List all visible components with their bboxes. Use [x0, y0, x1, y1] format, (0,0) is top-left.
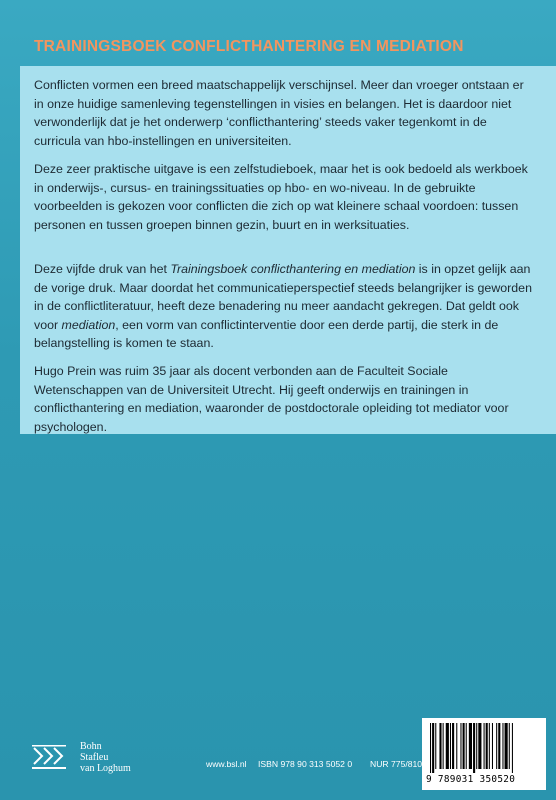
barcode-bar [476, 723, 477, 769]
website-url: www.bsl.nl [206, 759, 247, 769]
barcode-bar [473, 723, 475, 773]
barcode-bar [439, 723, 441, 769]
publisher-line-1: Bohn [80, 741, 102, 752]
barcode-bar [498, 723, 500, 769]
edition-mediation-term: mediation [61, 317, 116, 332]
barcode-bar [502, 723, 503, 769]
nur-code: NUR 775/810 [370, 759, 423, 769]
publisher-line-2: Stafleu [80, 752, 109, 763]
barcode-bar [489, 723, 490, 769]
barcode-bar [484, 723, 485, 769]
paragraph-description: Deze zeer praktische uitgave is een zelfstudieboek, maar het is ook bedoeld als werkboek in onderwijs-, cursus- en trainingssituaties op hbo- en wo-niveau. In de gebruikte voorbeelden is gekozen voor conflicten die zich op wat kleinere schaal voordoen: tussen personen en tussen groepen binnen gezin, buurt en in werksituaties. [34, 162, 528, 232]
publisher-logo-icon [30, 742, 72, 772]
publisher-line-3: van Loghum [80, 763, 131, 774]
barcode-bar [446, 723, 449, 769]
paragraph-edition [34, 260, 536, 353]
edition-book-title: Trainingsboek conflicthantering en mediation [170, 262, 416, 276]
edition-text-b: is in opzet gelijk aan de vorige druk. Maar doordat het communicatieperspectief steeds belangrijker is geworden in de conflictliteratuur, heeft deze benadering nu meer aandacht gekregen. Dat geldt ook voor [34, 262, 532, 332]
barcode-bar [466, 723, 467, 769]
barcode-bar [460, 723, 461, 769]
barcode-bar [463, 723, 465, 769]
barcode-bar [478, 723, 481, 769]
paragraph-intro: Conflicten vormen een breed maatschappelijk verschijnsel. Meer dan vroeger ontstaan er in onze huidige samenleving tegenstellingen in visies en belangen. Het is daardoor niet verwonderlijk dat je het onderwerp ‘conflicthantering’ steeds vaker tegenkomt in de curricula van hbo-instellingen en universiteiten. [34, 78, 524, 148]
barcode-bar [443, 723, 444, 769]
barcode-bar [469, 723, 472, 769]
barcode-bar [505, 723, 508, 769]
publisher-name [80, 741, 131, 774]
barcode-bar [509, 723, 510, 769]
edition-text-c: , een vorm van conflictinterventie door een derde partij, die sterk in de belangstelling is komen te staan. [34, 317, 499, 351]
barcode-bar [430, 723, 431, 773]
barcode-bar [492, 723, 493, 769]
barcode-bar [496, 723, 497, 769]
barcode-digits: 9 789031 350520 [426, 774, 516, 785]
book-title: TRAININGSBOEK CONFLICTHANTERING EN MEDIATION [34, 38, 464, 55]
edition-text-a: Deze vijfde druk van het [34, 262, 171, 276]
barcode-bar [452, 723, 454, 769]
barcode-bar [456, 723, 457, 769]
barcode-bar [512, 723, 513, 773]
barcode-bar [486, 723, 488, 769]
barcode-bar [432, 723, 434, 773]
paragraph-author: Hugo Prein was ruim 35 jaar als docent verbonden aan de Faculteit Sociale Wetenschappen van de Universiteit Utrecht. Hij geeft onderwijs en trainingen in conflicthantering en mediation, waaronder de postdoctorale opleiding tot mediator voor psychologen. [34, 364, 509, 434]
barcode-bars-icon [428, 723, 540, 773]
isbn-number: ISBN 978 90 313 5052 0 [258, 759, 353, 769]
barcode-bar [450, 723, 451, 769]
barcode-bar [435, 723, 436, 769]
barcode [422, 718, 546, 790]
